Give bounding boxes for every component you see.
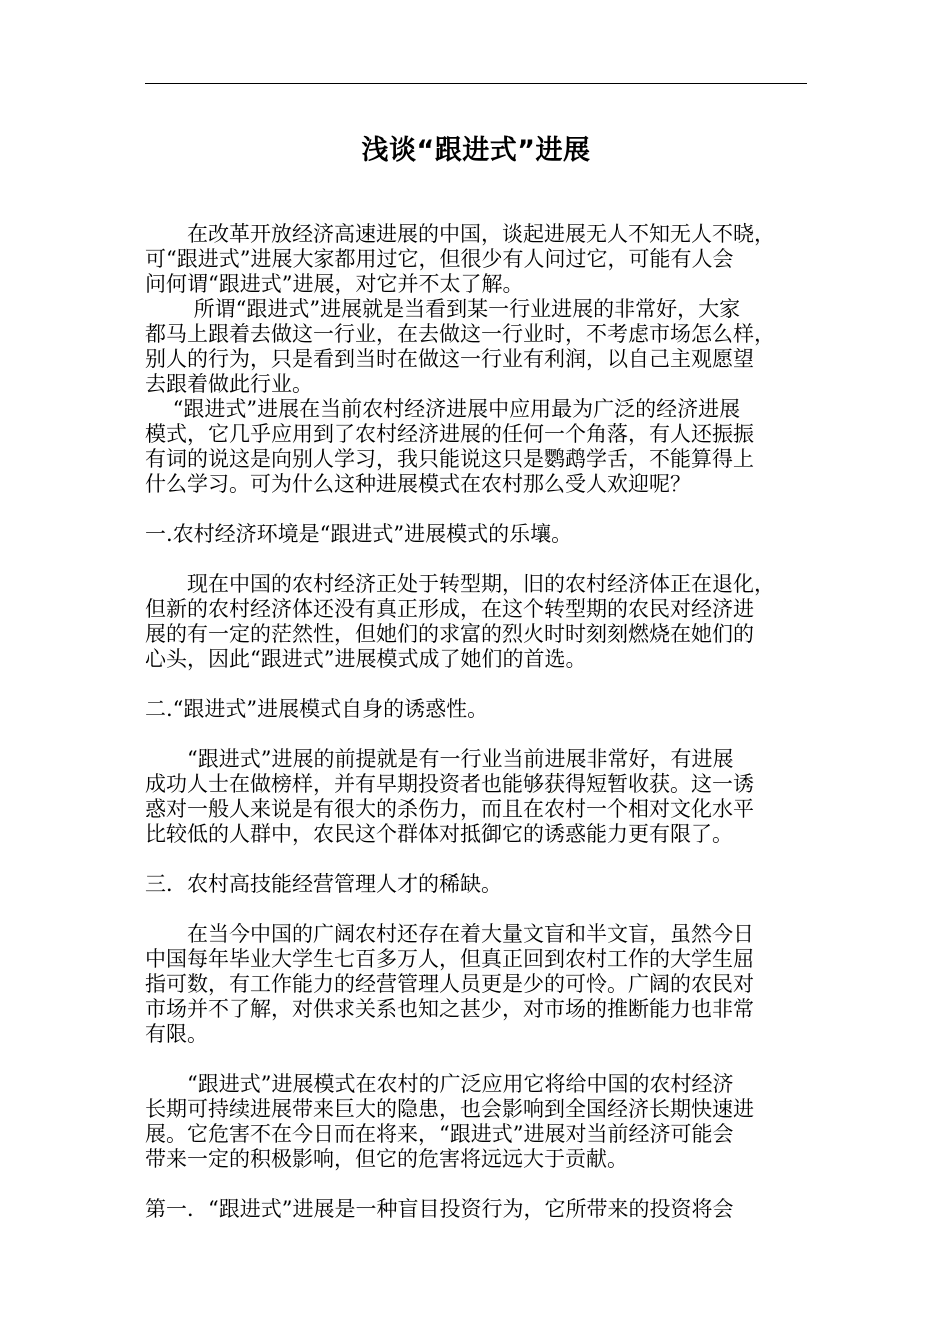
text-line: 别人的行为，只是看到当时在做这一行业有利润，以自己主观愿望 (145, 347, 754, 371)
text-line: 所谓“跟进式”进展就是当看到某一行业进展的非常好，大家 (145, 297, 741, 321)
text-line: 长期可持续进展带来巨大的隐患，也会影响到全国经济长期快速进 (145, 1097, 754, 1121)
text-line: 模式，它几乎应用到了农村经济进展的任何一个角落，有人还振振 (145, 422, 754, 446)
spacer (145, 1172, 807, 1197)
document-body (145, 222, 807, 1222)
application-paragraph (145, 397, 807, 497)
spacer (145, 547, 807, 572)
section-heading-2: 二.“跟进式”进展模式自身的诱惑性。 (145, 697, 489, 721)
text-line: 在当今中国的广阔农村还存在着大量文盲和半文盲，虽然今日 (145, 922, 754, 946)
text-line: 惑对一般人来说是有很大的杀伤力，而且在农村一个相对文化水平 (145, 797, 754, 821)
text-line: 指可数，有工作能力的经营管理人员更是少的可怜。广阔的农民对 (145, 972, 754, 996)
text-line: 市场并不了解，对供求关系也知之甚少，对市场的推断能力也非常 (145, 997, 754, 1021)
section-heading-1: 一.农村经济环境是“跟进式”进展模式的乐壤。 (145, 522, 573, 546)
spacer (145, 722, 807, 747)
definition-paragraph (145, 297, 807, 397)
text-line: 去跟着做此行业。 (145, 372, 313, 396)
text-line: “跟进式”进展在当前农村经济进展中应用最为广泛的经济进展 (145, 397, 741, 421)
text-line: 有限。 (145, 1022, 208, 1046)
intro-paragraph (145, 222, 807, 297)
text-line: 展。它危害不在今日而在将来，“跟进式”进展对当前经济可能会 (145, 1122, 734, 1146)
section-1-paragraph (145, 572, 807, 672)
document-title: 浅谈“跟进式”进展 (361, 135, 591, 166)
spacer (145, 497, 807, 522)
section-heading-3: 三．农村高技能经营管理人才的稀缺。 (145, 872, 502, 896)
text-line: 现在中国的农村经济正处于转型期，旧的农村经济体正在退化， (145, 572, 775, 596)
text-line: 什么学习。可为什么这种进展模式在农村那么受人欢迎呢？ (145, 472, 691, 496)
text-line: 问何谓“跟进式”进展，对它并不太了解。 (145, 272, 524, 296)
text-line: 在改革开放经济高速进展的中国，谈起进展无人不知无人不晓， (145, 222, 775, 246)
text-line: 有词的说这是向别人学习，我只能说这只是鹦鹉学舌，不能算得上 (145, 447, 754, 471)
spacer (145, 897, 807, 922)
header-rule (145, 83, 807, 84)
section-3-paragraph (145, 922, 807, 1047)
section-2-paragraph (145, 747, 807, 847)
text-line: 比较低的人群中，农民这个群体对抵御它的诱惑能力更有限了。 (145, 822, 733, 846)
text-line: “跟进式”进展的前提就是有一行业当前进展非常好，有进展 (145, 747, 734, 771)
text-line: 展的有一定的茫然性，但她们的求富的烈火时时刻刻燃烧在她们的 (145, 622, 754, 646)
text-line: “跟进式”进展模式在农村的广泛应用它将给中国的农村经济 (145, 1072, 734, 1096)
text-line: 中国每年毕业大学生七百多万人，但真正回到农村工作的大学生屈 (145, 947, 754, 971)
text-line: 可“跟进式”进展大家都用过它，但很少有人问过它，可能有人会 (145, 247, 734, 271)
text-line: 心头，因此“跟进式”进展模式成了她们的首选。 (145, 647, 587, 671)
text-line: 带来一定的积极影响，但它的危害将远远大于贡献。 (145, 1147, 628, 1171)
spacer (145, 672, 807, 697)
text-line: 成功人士在做榜样，并有早期投资者也能够获得短暂收获。这一诱 (145, 772, 754, 796)
text-line: 但新的农村经济体还没有真正形成，在这个转型期的农民对经济进 (145, 597, 754, 621)
spacer (145, 1047, 807, 1072)
spacer (145, 847, 807, 872)
closing-paragraph (145, 1072, 807, 1172)
text-line: 都马上跟着去做这一行业，在去做这一行业时，不考虑市场怎么样， (145, 322, 775, 346)
first-point-line: 第一．“跟进式”进展是一种盲目投资行为，它所带来的投资将会 (145, 1197, 734, 1221)
